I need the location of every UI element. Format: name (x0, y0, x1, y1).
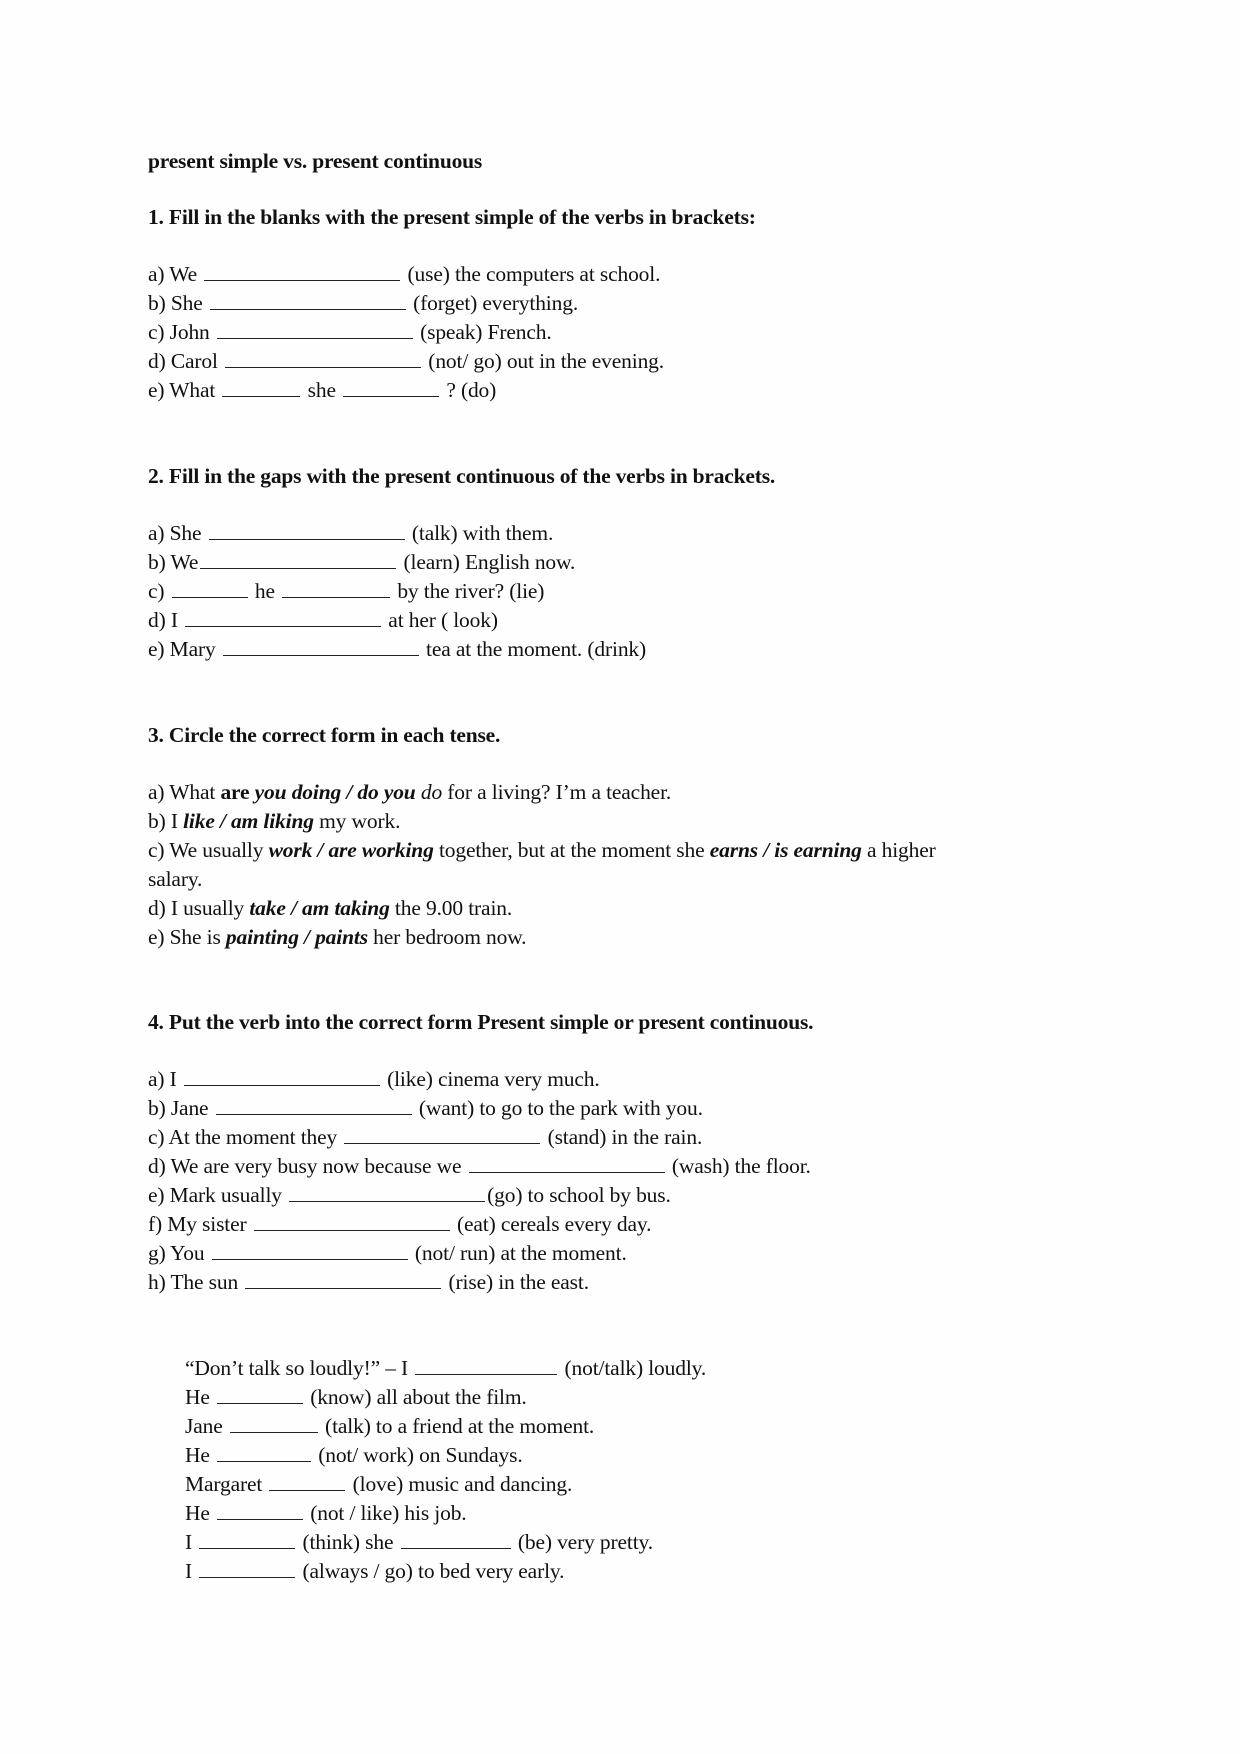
answer-blank[interactable] (245, 1270, 441, 1289)
answer-blank[interactable] (204, 262, 400, 281)
text: Margaret (185, 1472, 268, 1496)
text: he (249, 579, 281, 603)
exercise-4g (148, 1239, 627, 1268)
answer-blank[interactable] (222, 378, 300, 397)
answer-blank[interactable] (200, 550, 396, 569)
exercise-4h (148, 1268, 589, 1297)
text: e) Mark usually (148, 1183, 288, 1207)
answer-blank[interactable] (217, 1501, 303, 1520)
section-4-heading: 4. Put the verb into the correct form Present simple or present continuous. (148, 1010, 814, 1034)
choice-option[interactable]: take / am taking (249, 896, 390, 920)
text: d) Carol (148, 349, 224, 373)
section-1-heading: 1. Fill in the blanks with the present simple of the verbs in brackets: (148, 205, 756, 229)
exercise-5-5 (185, 1470, 572, 1499)
text: e) What (148, 378, 221, 402)
choice-option[interactable]: painting / paints (225, 925, 368, 949)
answer-blank[interactable] (199, 1530, 295, 1549)
text: f) My sister (148, 1212, 252, 1236)
answer-blank[interactable] (210, 291, 406, 310)
text: my work. (313, 809, 401, 833)
text: a) She (148, 521, 207, 545)
answer-blank[interactable] (184, 1067, 380, 1086)
text: (like) cinema very much. (381, 1067, 600, 1091)
text: (go) to school by bus. (487, 1183, 671, 1207)
text: (speak) French. (414, 320, 552, 344)
text: at her ( look) (383, 608, 498, 632)
answer-blank[interactable] (469, 1154, 665, 1173)
text: (use) the computers at school. (402, 262, 661, 286)
answer-blank[interactable] (217, 1443, 311, 1462)
text: a) What (148, 780, 221, 804)
answer-blank[interactable] (217, 320, 413, 339)
text: He (185, 1501, 215, 1525)
exercise-5-3 (185, 1412, 594, 1441)
text: Jane (185, 1414, 228, 1438)
answer-blank[interactable] (172, 579, 248, 598)
answer-blank[interactable] (282, 579, 390, 598)
text: I (185, 1559, 198, 1583)
text: tea at the moment. (drink) (420, 637, 647, 661)
answer-blank[interactable] (199, 1559, 295, 1578)
text: b) I (148, 809, 184, 833)
answer-blank[interactable] (217, 1385, 303, 1404)
answer-blank[interactable] (254, 1212, 450, 1231)
text: c) John (148, 320, 215, 344)
exercise-2c (148, 577, 544, 606)
text: d) We are very busy now because we (148, 1154, 467, 1178)
section-3-heading: 3. Circle the correct form in each tense. (148, 723, 501, 747)
text: together, but at the moment she (433, 838, 710, 862)
answer-blank[interactable] (415, 1356, 557, 1375)
text: are (220, 780, 250, 804)
answer-blank[interactable] (216, 1096, 412, 1115)
exercise-1b (148, 289, 578, 318)
text: I (185, 1530, 198, 1554)
text: do (415, 780, 443, 804)
exercise-3b (148, 807, 400, 836)
answer-blank[interactable] (344, 1125, 540, 1144)
answer-blank[interactable] (230, 1414, 318, 1433)
text: c) We usually (148, 838, 269, 862)
text: (talk) with them. (406, 521, 554, 545)
text: the 9.00 train. (389, 896, 513, 920)
answer-blank[interactable] (401, 1530, 511, 1549)
exercise-1d (148, 347, 664, 376)
exercise-2e (148, 635, 646, 664)
text: salary. (148, 867, 203, 891)
page-title: present simple vs. present continuous (148, 149, 483, 173)
answer-blank[interactable] (209, 521, 405, 540)
exercise-1e (148, 376, 496, 405)
text: (not / like) his job. (305, 1501, 467, 1525)
exercise-1c (148, 318, 552, 347)
choice-option[interactable]: work / are working (268, 838, 434, 862)
exercise-5-7 (185, 1528, 653, 1557)
text: He (185, 1385, 215, 1409)
text: a) We (148, 262, 203, 286)
text: (stand) in the rain. (542, 1125, 703, 1149)
text: e) Mary (148, 637, 221, 661)
exercise-3c-cont (148, 865, 202, 894)
text: she (302, 378, 342, 402)
text: (not/ work) on Sundays. (313, 1443, 523, 1467)
text: by the river? (lie) (392, 579, 545, 603)
exercise-3e (148, 923, 526, 952)
text: He (185, 1443, 215, 1467)
exercise-2d (148, 606, 498, 635)
text: (eat) cereals every day. (451, 1212, 652, 1236)
text: (think) she (297, 1530, 399, 1554)
exercise-3d (148, 894, 512, 923)
answer-blank[interactable] (269, 1472, 345, 1491)
text: (wash) the floor. (666, 1154, 811, 1178)
text: (not/talk) loudly. (559, 1356, 707, 1380)
exercise-3c (148, 836, 936, 865)
text: g) You (148, 1241, 210, 1265)
exercise-5-6 (185, 1499, 467, 1528)
text: d) I (148, 608, 184, 632)
text: (rise) in the east. (443, 1270, 589, 1294)
exercise-4d (148, 1152, 811, 1181)
exercise-4a (148, 1065, 600, 1094)
answer-blank[interactable] (223, 637, 419, 656)
exercise-5-1 (185, 1354, 706, 1383)
exercise-5-4 (185, 1441, 523, 1470)
text: (want) to go to the park with you. (413, 1096, 703, 1120)
text: “Don’t talk so loudly!” – I (185, 1356, 414, 1380)
exercise-4c (148, 1123, 702, 1152)
answer-blank[interactable] (212, 1241, 408, 1260)
exercise-4e (148, 1181, 671, 1210)
text: a) I (148, 1067, 182, 1091)
exercise-3a (148, 778, 671, 807)
exercise-5-2 (185, 1383, 527, 1412)
text: (be) very pretty. (512, 1530, 653, 1554)
text: her bedroom now. (367, 925, 527, 949)
text: c) (148, 579, 170, 603)
text: b) We (148, 550, 199, 574)
text: (always / go) to bed very early. (297, 1559, 565, 1583)
text: (talk) to a friend at the moment. (319, 1414, 595, 1438)
text: for a living? I’m a teacher. (442, 780, 672, 804)
exercise-1a (148, 260, 660, 289)
answer-blank[interactable] (289, 1183, 485, 1202)
text: (learn) English now. (398, 550, 576, 574)
text: b) She (148, 291, 208, 315)
text: a higher (861, 838, 936, 862)
text: (love) music and dancing. (347, 1472, 573, 1496)
choice-option[interactable]: earns / is earning (709, 838, 862, 862)
text: b) Jane (148, 1096, 214, 1120)
choice-option[interactable]: like / am liking (183, 809, 314, 833)
exercise-4b (148, 1094, 703, 1123)
text: e) She is (148, 925, 226, 949)
exercise-5-8 (185, 1557, 564, 1586)
answer-blank[interactable] (225, 349, 421, 368)
exercise-4f (148, 1210, 651, 1239)
text: ? (do) (441, 378, 497, 402)
answer-blank[interactable] (185, 608, 381, 627)
text: c) At the moment they (148, 1125, 343, 1149)
text: d) I usually (148, 896, 250, 920)
answer-blank[interactable] (343, 378, 439, 397)
exercise-2a (148, 519, 553, 548)
text: (know) all about the film. (305, 1385, 527, 1409)
text: (not/ run) at the moment. (409, 1241, 627, 1265)
text: (forget) everything. (407, 291, 579, 315)
text: h) The sun (148, 1270, 244, 1294)
exercise-2b (148, 548, 575, 577)
section-2-heading: 2. Fill in the gaps with the present continuous of the verbs in brackets. (148, 464, 776, 488)
text: (not/ go) out in the evening. (423, 349, 664, 373)
choice-option[interactable]: you doing / do you (249, 780, 416, 804)
